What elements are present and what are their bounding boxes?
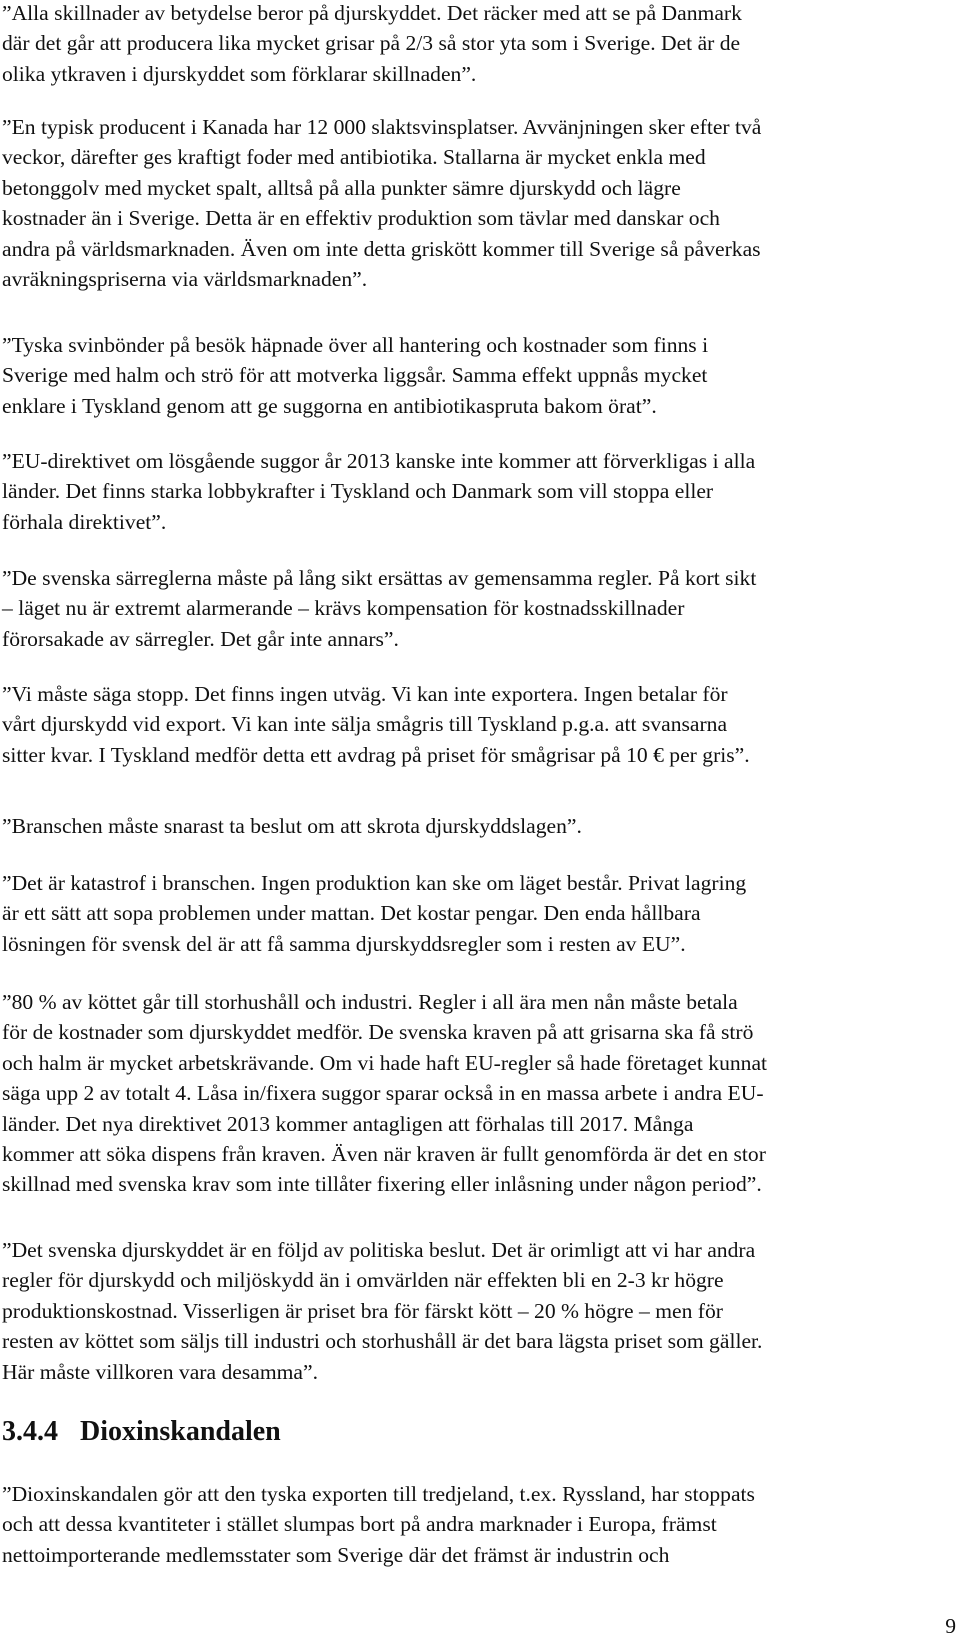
paragraph-dioxinskandalen: ”Dioxinskandalen gör att den tyska exporten till tredjeland, t.ex. Ryssland, har stoppats och att dessa kvantiteter i stället slumpas bort på andra marknader i Europa, främst nettoimporterande medlemsstater som Sverige där det främst är industrin och <box>2 1482 755 1567</box>
paragraph-kanada-producent: ”En typisk producent i Kanada har 12 000 slaktsvinsplatser. Avvänjningen sker efter två veckor, därefter ges kraftigt foder med antibiotika. Stallarna är mycket enkla med betonggolv med mycket spalt, alltså på alla punkter sämre djurskydd och lägre kostnader än i Sverige. Detta är en effektiv produktion som tävlar med danskar och andra på världsmarknaden. Även om inte detta griskött kommer till Sverige så påverkas avräkningspriserna via världsmarknaden”. <box>2 115 762 292</box>
paragraph-80-procent-kottet: ”80 % av köttet går till storhushåll och industri. Regler i all ära men nån måste betala för de kostnader som djurskyddet medför. De svenska kraven på att grisarna ska få strö och halm är mycket arbetskrävande. Om vi hade haft EU-regler så hade företaget kunnat säga upp 2 av totalt 4. Låsa in/fixera suggor sparar också in en massa arbete i andra EU- länder. Det nya direktivet 2013 kommer antagligen att förhalas till 2017. Många kommer att söka dispens från kraven. Även när kraven är fullt genomförda är det en stor skillnad med svenska krav som inte tillåter fixering eller inlåsning under någon period”. <box>2 990 768 1197</box>
paragraph-eu-direktivet: ”EU-direktivet om lösgående suggor år 2013 kanske inte kommer att förverkligas i alla länder. Det finns starka lobbykrafter i Tyskland och Danmark som vill stoppa eller förhala direktivet”. <box>2 449 756 534</box>
paragraph-politiska-beslut: ”Det svenska djurskyddet är en följd av politiska beslut. Det är orimligt att vi har andra regler för djurskydd och miljöskydd än i omvärlden när effekten bli en 2-3 kr högre produktionskostnad. Visserligen är priset bra för färskt kött – 20 % högre – men för resten av köttet som säljs till industri och storhushåll är det bara lägsta priset som gäller. Här måste villkoren vara desamma”. <box>2 1238 763 1384</box>
paragraph-vi-maste-saga-stopp: ”Vi måste säga stopp. Det finns ingen utväg. Vi kan inte exportera. Ingen betalar för vårt djurskydd vid export. Vi kan inte sälja smågris till Tyskland p.g.a. att svansarna sitter kvar. I Tyskland medför detta ett avdrag på priset för smågrisar på 10 € per gris”. <box>2 682 750 767</box>
page-number: 9 <box>945 1614 956 1638</box>
section-heading <box>2 1415 281 1449</box>
section-number: 3.4.4 <box>2 1416 58 1447</box>
paragraph-tyska-svinbonder: ”Tyska svinbönder på besök häpnade över all hantering och kostnader som finns i Sverige med halm och strö för att motverka liggsår. Samma effekt uppnås mycket enklare i Tyskland genom att ge suggorna en antibiotikaspruta bakom örat”. <box>2 333 709 418</box>
paragraph-branschen-skrota: ”Branschen måste snarast ta beslut om att skrota djurskyddslagen”. <box>2 814 582 838</box>
section-title: Dioxinskandalen <box>80 1416 281 1447</box>
paragraph-katastrof-branschen: ”Det är katastrof i branschen. Ingen produktion kan ske om läget består. Privat lagring är ett sätt att sopa problemen under mattan. Det kostar pengar. Den enda hållbara lösningen för svensk del är att få samma djurskyddsregler som i resten av EU”. <box>2 871 747 956</box>
paragraph-djurskydd-danmark: ”Alla skillnader av betydelse beror på djurskyddet. Det räcker med att se på Danmark där det går att producera lika mycket grisar på 2/3 så stor yta som i Sverige. Det är de olika ytkraven i djurskyddet som förklarar skillnaden”. <box>2 1 742 86</box>
paragraph-svenska-sarreglerna: ”De svenska särreglerna måste på lång sikt ersättas av gemensamma regler. På kort sikt – läget nu är extremt alarmerande – krävs kompensation för kostnadsskillnader förorsakade av särregler. Det går inte annars”. <box>2 566 757 651</box>
